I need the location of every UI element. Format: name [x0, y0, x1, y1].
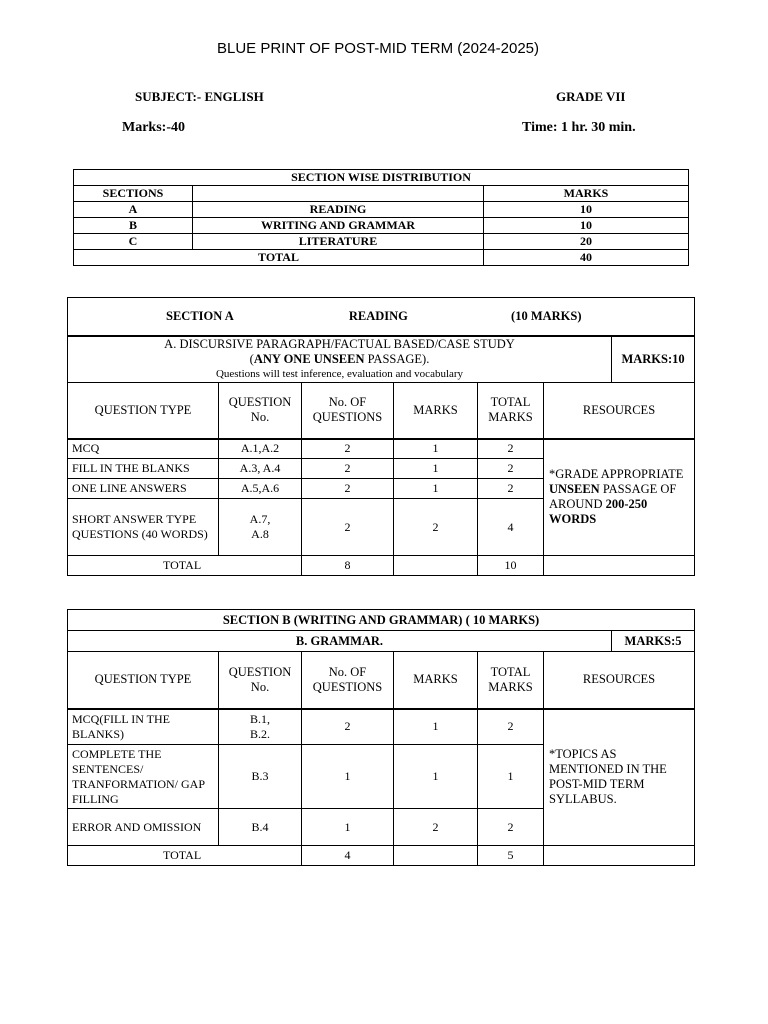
question-type: ERROR AND OMISSION: [68, 809, 219, 846]
question-total: 2: [478, 439, 544, 459]
question-marks: 1: [394, 459, 478, 479]
page-title: BLUE PRINT OF POST-MID TERM (2024-2025): [216, 40, 540, 57]
section-b-sub-marks: MARKS:5: [612, 631, 695, 652]
header-total-marks: TOTAL MARKS: [478, 383, 544, 439]
header-question-type: QUESTION TYPE: [68, 652, 219, 709]
header-marks: MARKS: [394, 383, 478, 439]
section-b-resources: *TOPICS AS MENTIONED IN THE POST-MID TERM SYLLABUS.: [544, 709, 695, 846]
header-total-marks: TOTAL MARKS: [478, 652, 544, 709]
question-count: 2: [302, 709, 394, 745]
marks-label: Marks:-40: [122, 120, 185, 135]
question-marks: 1: [394, 709, 478, 745]
question-marks: 2: [394, 809, 478, 846]
section-a-total-resources-blank: [544, 556, 695, 576]
section-name: READING: [193, 202, 484, 218]
question-no: B.1, B.2.: [219, 709, 302, 745]
question-type: MCQ: [68, 439, 219, 459]
section-a-total-count: 8: [302, 556, 394, 576]
header-resources: RESOURCES: [544, 383, 695, 439]
question-type: SHORT ANSWER TYPE QUESTIONS (40 WORDS): [68, 499, 219, 556]
question-no: A.1,A.2: [219, 439, 302, 459]
subject-label: SUBJECT:- ENGLISH: [135, 89, 264, 104]
section-a-total-marks: 10: [478, 556, 544, 576]
table-row: [68, 439, 695, 459]
section-b-title: SECTION B (WRITING AND GRAMMAR) ( 10 MARKS): [68, 610, 695, 631]
section-a-total-label: TOTAL: [68, 556, 302, 576]
question-type: FILL IN THE BLANKS: [68, 459, 219, 479]
section-b-total-marks: 5: [478, 846, 544, 866]
section-name: LITERATURE: [193, 234, 484, 250]
distribution-total-marks: 40: [484, 250, 689, 266]
distribution-total-label: TOTAL: [74, 250, 484, 266]
section-letter: C: [74, 234, 193, 250]
question-count: 2: [302, 499, 394, 556]
section-letter: A: [74, 202, 193, 218]
question-marks: 2: [394, 499, 478, 556]
section-a-table: [67, 297, 695, 576]
question-no: B.4: [219, 809, 302, 846]
section-a-label: SECTION A: [166, 308, 234, 323]
question-type: ONE LINE ANSWERS: [68, 479, 219, 499]
section-b-total-resources-blank: [544, 846, 695, 866]
section-a-sub-line3: Questions will test inference, evaluation and vocabulary: [215, 367, 464, 380]
question-count: 1: [302, 809, 394, 846]
question-type: COMPLETE THE SENTENCES/ TRANFORMATION/ GAP FILLING: [68, 745, 219, 809]
question-no: A.3, A.4: [219, 459, 302, 479]
question-count: 1: [302, 745, 394, 809]
header-no-of-questions: No. OF QUESTIONS: [302, 383, 394, 439]
section-a-marks: (10 MARKS): [511, 308, 582, 323]
time-label: Time: 1 hr. 30 min.: [522, 120, 636, 135]
section-a-resources: *GRADE APPROPRIATE UNSEEN PASSAGE OF AROUND 200-250 WORDS: [544, 439, 695, 556]
question-no: A.5,A.6: [219, 479, 302, 499]
question-count: 2: [302, 439, 394, 459]
table-row: [74, 202, 689, 218]
question-no: A.7, A.8: [219, 499, 302, 556]
question-count: 2: [302, 459, 394, 479]
question-total: 4: [478, 499, 544, 556]
section-a-sub-marks: MARKS:10: [612, 336, 695, 383]
section-letter: B: [74, 218, 193, 234]
question-marks: 1: [394, 479, 478, 499]
section-a-passage-info: [68, 336, 612, 383]
header-no-of-questions: No. OF QUESTIONS: [302, 652, 394, 709]
question-total: 2: [478, 459, 544, 479]
question-total: 2: [478, 809, 544, 846]
section-a-name: READING: [348, 308, 408, 323]
distribution-header-blank: [193, 186, 484, 202]
question-total: 1: [478, 745, 544, 809]
distribution-table: [73, 169, 689, 266]
section-marks: 20: [484, 234, 689, 250]
header-resources: RESOURCES: [544, 652, 695, 709]
section-marks: 10: [484, 218, 689, 234]
section-b-total-blank: [394, 846, 478, 866]
question-total: 2: [478, 479, 544, 499]
section-b-table: [67, 609, 695, 866]
header-question-no: QUESTION No.: [219, 652, 302, 709]
section-name: WRITING AND GRAMMAR: [193, 218, 484, 234]
section-a-sub-line2: (ANY ONE UNSEEN PASSAGE).: [249, 351, 430, 366]
question-marks: 1: [394, 745, 478, 809]
section-a-total-blank: [394, 556, 478, 576]
question-marks: 1: [394, 439, 478, 459]
header-question-type: QUESTION TYPE: [68, 383, 219, 439]
question-total: 2: [478, 709, 544, 745]
section-marks: 10: [484, 202, 689, 218]
question-no: B.3: [219, 745, 302, 809]
distribution-title: SECTION WISE DISTRIBUTION: [74, 170, 689, 186]
question-count: 2: [302, 479, 394, 499]
section-b-sub: B. GRAMMAR.: [68, 631, 612, 652]
section-a-sub-line1: A. DISCURSIVE PARAGRAPH/FACTUAL BASED/CASE STUDY: [164, 336, 515, 351]
table-row: [74, 218, 689, 234]
distribution-header-marks: MARKS: [484, 186, 689, 202]
section-b-total-count: 4: [302, 846, 394, 866]
distribution-header-sections: SECTIONS: [74, 186, 193, 202]
section-b-total-label: TOTAL: [68, 846, 302, 866]
table-row: [68, 709, 695, 745]
header-question-no: QUESTION No.: [219, 383, 302, 439]
question-type: MCQ(FILL IN THE BLANKS): [68, 709, 219, 745]
table-row: [74, 234, 689, 250]
grade-label: GRADE VII: [556, 89, 626, 104]
header-marks: MARKS: [394, 652, 478, 709]
